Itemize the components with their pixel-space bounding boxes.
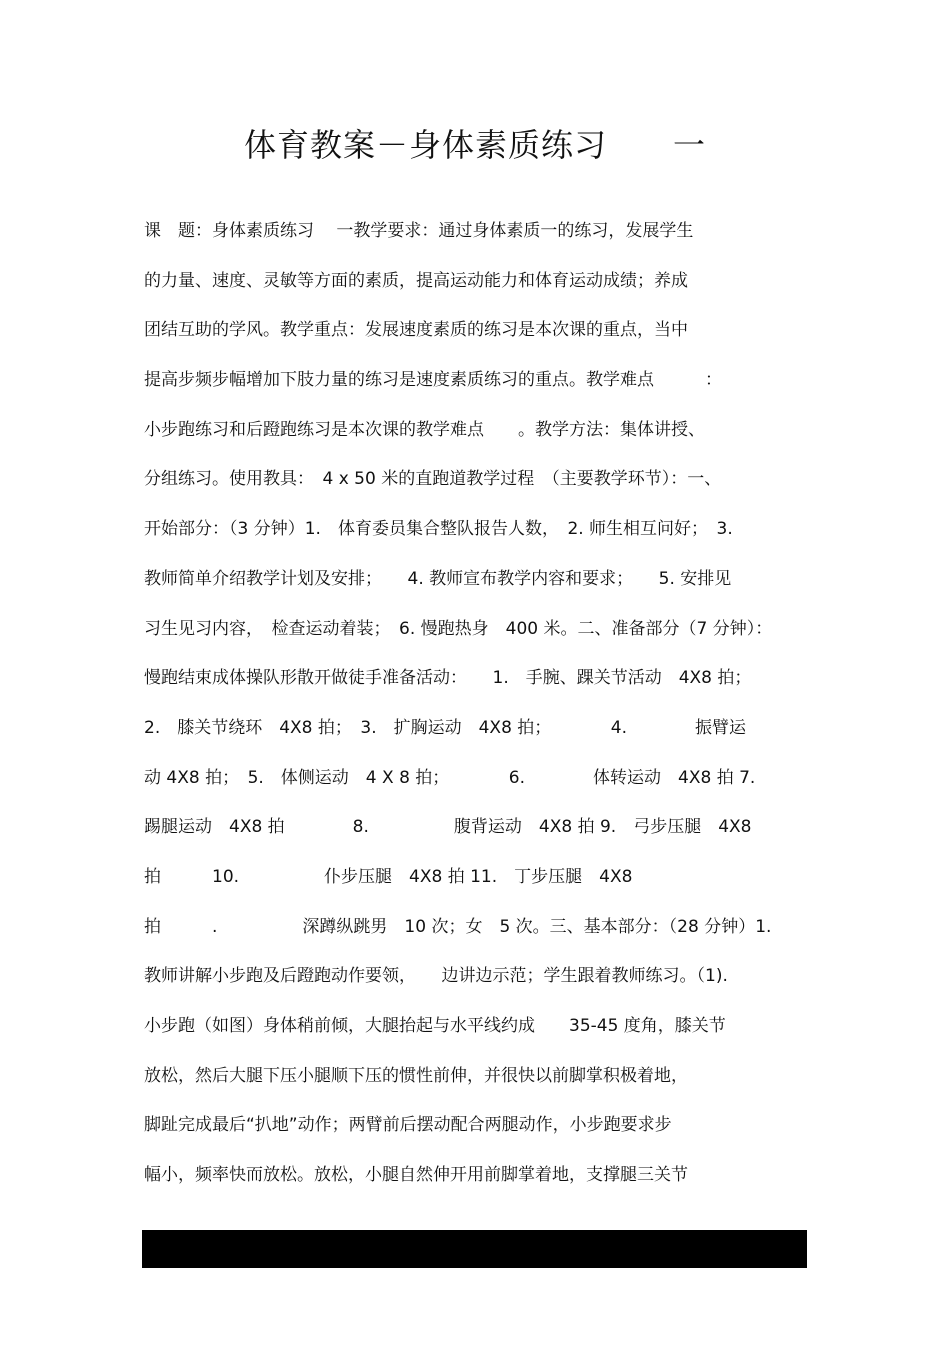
document-title: 体育教案－身体素质练习 一 [243,126,706,164]
body-text-line: 放松，然后大腿下压小腿顺下压的惯性前伸，并很快以前脚掌积极着地， [144,1065,688,1086]
body-text-line: 拍 . 深蹲纵跳男 10 次；女 5 次。三、基本部分：（28 分钟）1. [144,916,772,937]
body-text-line: 分组练习。使用教具： 4 x 50 米的直跑道教学过程 （主要教学环节）：一、 [144,469,722,490]
body-text-line: 小步跑练习和后蹬跑练习是本次课的教学难点 。教学方法：集体讲授、 [144,419,705,440]
body-text-line: 动 4X8 拍； 5. 体侧运动 4 X 8 拍； 6. 体转运动 4X8 拍 7. [144,767,756,788]
body-text-line: 拍 10. 仆步压腿 4X8 拍 11. 丁步压腿 4X8 [144,866,633,887]
body-text-line: 提高步频步幅增加下肢力量的练习是速度素质练习的重点。教学难点 ： [144,370,722,391]
body-text-line: 2. 膝关节绕环 4X8 拍； 3. 扩胸运动 4X8 拍； 4. 振臂运 [144,717,747,738]
body-text-line: 团结互助的学风。教学重点：发展速度素质的练习是本次课的重点，当中 [144,320,688,341]
body-text-line: 教师讲解小步跑及后蹬跑动作要领， 边讲边示范；学生跟着教师练习。（1). [144,966,728,987]
body-text-line: 习生见习内容， 检查运动着装； 6. 慢跑热身 400 米。二、准备部分（7 分钟）： [144,618,773,639]
body-text-line: 慢跑结束成体操队形散开做徒手准备活动： 1. 手腕、踝关节活动 4X8 拍； [144,668,752,689]
body-text-line: 课 题：身体素质练习 一教学要求：通过身体素质一的练习，发展学生 [144,221,694,241]
body-text-line: 踢腿运动 4X8 拍 8. 腹背运动 4X8 拍 9. 弓步压腿 4X8 [144,817,752,838]
body-text-line: 小步跑（如图）身体稍前倾，大腿抬起与水平线约成 35-45 度角，膝关节 [144,1016,726,1036]
body-text-line: 教师简单介绍教学计划及安排； 4. 教师宣布教学内容和要求； 5. 安排见 [144,568,732,589]
body-text-line: 开始部分：（3 分钟）1. 体育委员集合整队报告人数， 2. 师生相互问好； 3. [144,519,733,540]
body-text-line: 的力量、速度、灵敏等方面的素质，提高运动能力和体育运动成绩；养成 [144,270,688,291]
body-text-line: 脚趾完成最后“扒地”动作；两臂前后摆动配合两腿动作，小步跑要求步 [144,1115,672,1136]
body-text-line: 幅小，频率快而放松。放松，小腿自然伸开用前脚掌着地，支撑腿三关节 [144,1165,688,1186]
footer-black-bar [142,1230,807,1268]
document-body [144,207,806,1201]
